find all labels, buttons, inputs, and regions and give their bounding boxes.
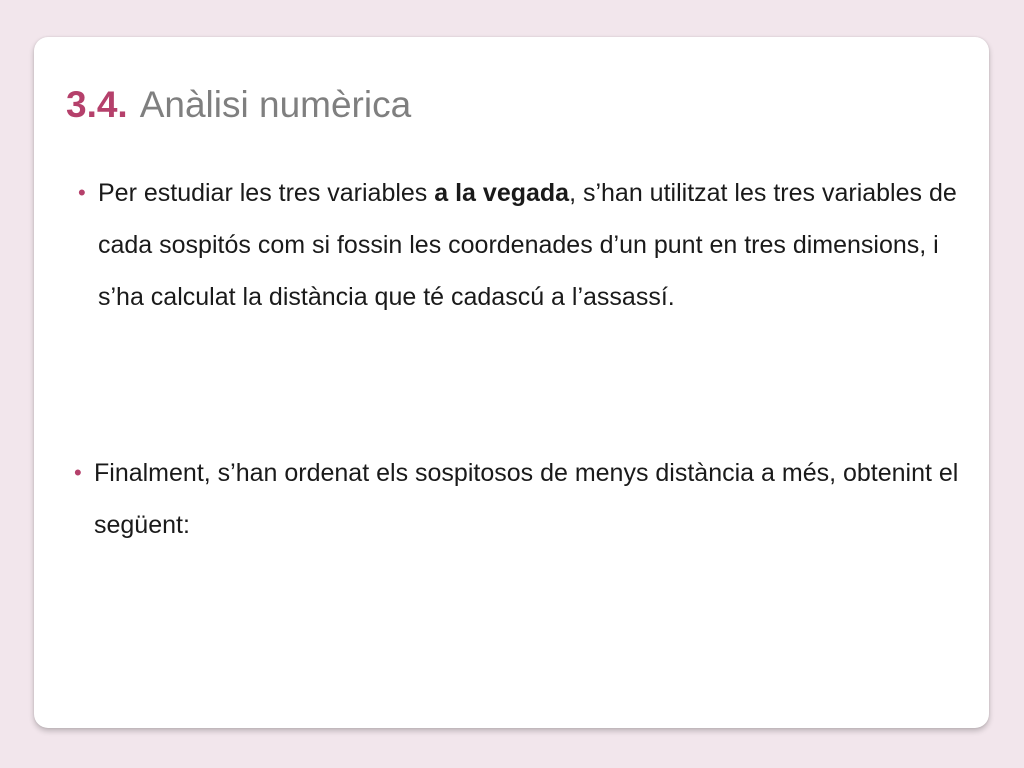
bullet-dot-icon: • — [74, 460, 82, 485]
bullet-1-text-after: , s’han utilitzat les tres variables de cada sospitós com si fossin les coordenades d’un punt en tres dimensions, i s’ha calculat la distància que té cadascú a l’assassí. — [98, 179, 957, 311]
bullet-1-text-before: Per estudiar les tres variables — [98, 179, 435, 207]
bullet-item-2 — [74, 447, 964, 551]
slide-card — [34, 37, 989, 728]
title-number: 3.4. — [66, 84, 128, 125]
bullet-1-text-bold: a la vegada — [434, 179, 570, 207]
bullet-dot-icon: • — [78, 180, 86, 205]
bullet-2-text: Finalment, s’han ordenat els sospitosos de menys distància a més, obtenint el següent: — [94, 459, 959, 539]
title-text: Anàlisi numèrica — [139, 84, 412, 125]
bullet-item-1 — [78, 167, 968, 323]
slide-title — [66, 81, 411, 129]
